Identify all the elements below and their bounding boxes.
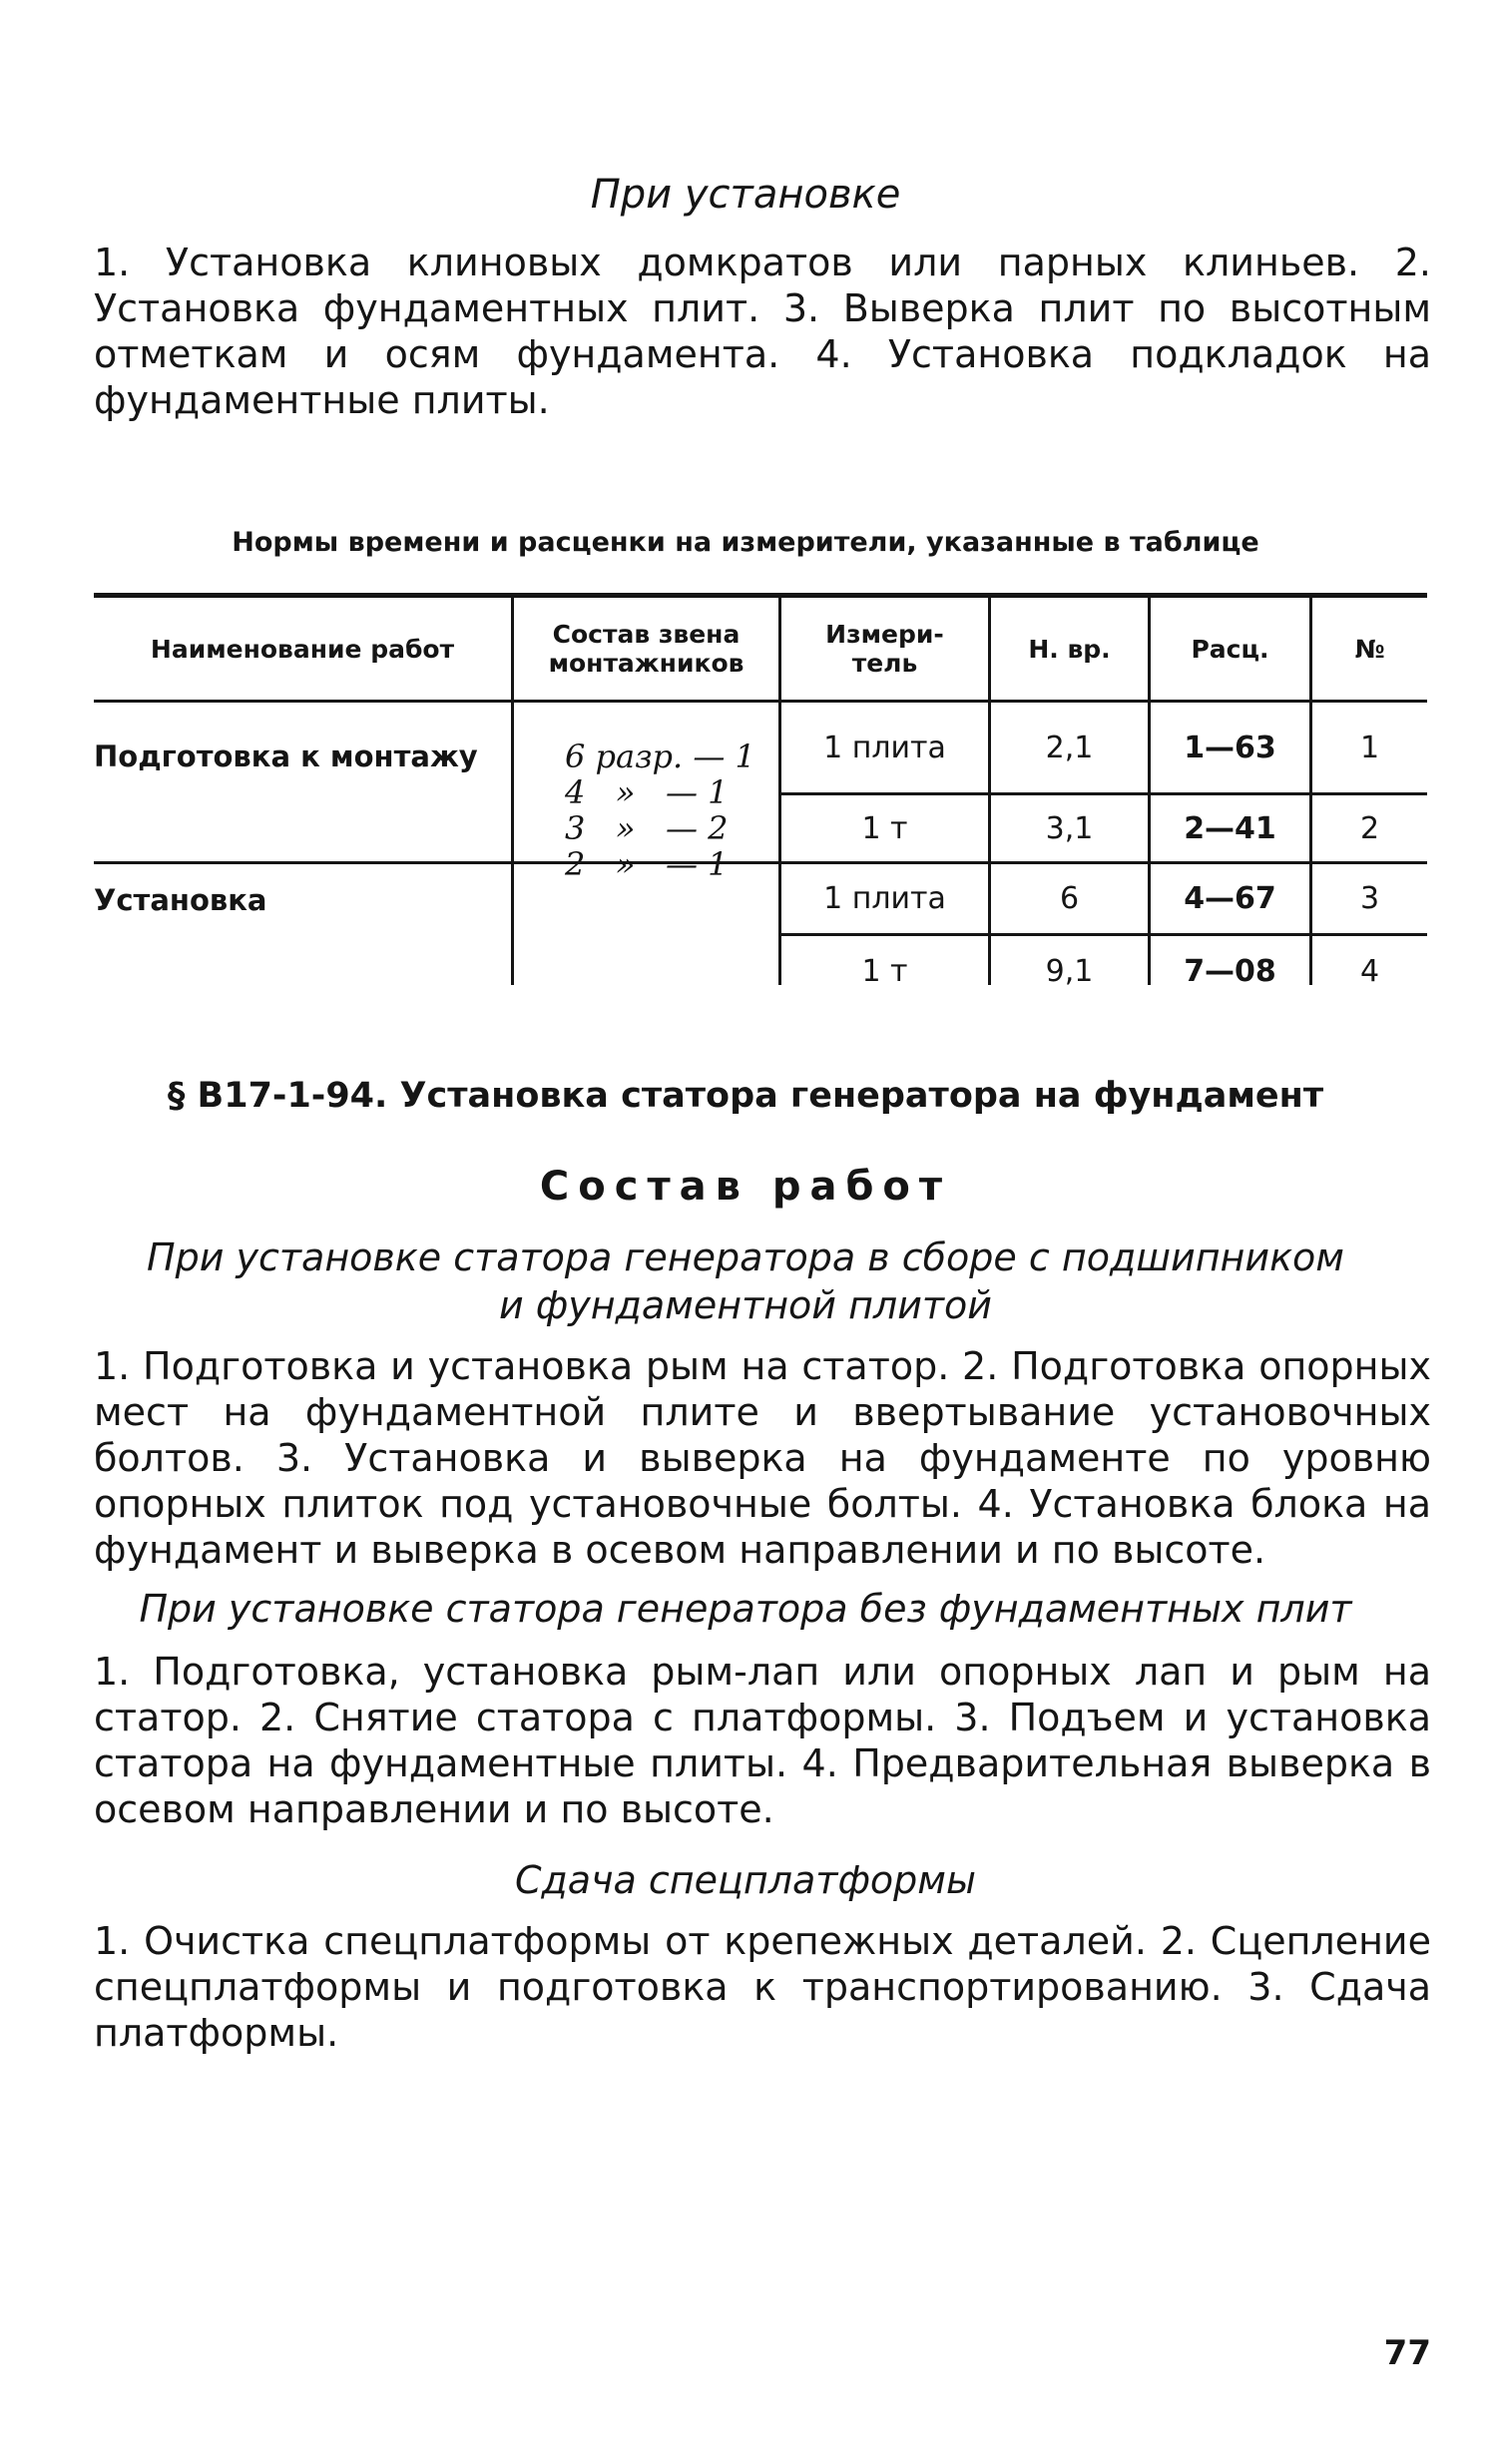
work-name: Подготовка к монтажу: [94, 739, 478, 773]
column-header-crew: [514, 598, 778, 700]
column-header-unit-line2: тель: [851, 649, 918, 678]
table-caption: Нормы времени и расценки на измерители, указанные в таблице: [232, 527, 1259, 558]
crew-line: 6 разр. — 1: [565, 738, 755, 775]
section-paragraph: 1. Установка клиновых домкратов или парных клиньев. 2. Установка фундаментных плит. 3. Выверка плит по высотным отметкам и осям фундамента. 4. Установка подкладок на фундаментные плиты.: [94, 241, 1431, 422]
cell-rate: 4—67: [1184, 881, 1276, 916]
cell-norm: 6: [1059, 881, 1080, 916]
cell-norm: 9,1: [1045, 953, 1094, 989]
cell-unit: 1 т: [861, 953, 908, 989]
column-header-crew-line2: монтажников: [548, 649, 745, 678]
cell-unit: 1 плита: [823, 730, 946, 765]
subsection-paragraph: 1. Подготовка и установка рым на статор. 2. Подготовка опорных мест на фундаментной плите и ввертывание установочных болтов. 3. Установка и выверка на фундаменте по уровню опорных плиток под установочные болты. 4. Установка блока на фундамент и выверка в осевом направлении и по высоте.: [94, 1344, 1431, 1572]
subsection-paragraph: 1. Подготовка, установка рым-лап или опорных лап и рым на статор. 2. Снятие статора с платформы. 3. Подъем и установка статора на фундаментные плиты. 4. Предварительная выверка в осевом направлении и по высоте.: [94, 1650, 1431, 1831]
work-name: Установка: [94, 883, 267, 917]
column-header-unit: [781, 598, 988, 700]
crew-line: 2 » — 1: [565, 845, 729, 883]
cell-norm: 3,1: [1045, 810, 1094, 846]
cell-number: 4: [1359, 953, 1380, 989]
cell-unit: 1 плита: [823, 881, 946, 916]
subsection-heading: При установке статора генератора в сборе с подшипником: [147, 1235, 1344, 1279]
crew-line: 3 » — 2: [565, 809, 729, 847]
section-subtitle: Состав работ: [539, 1164, 952, 1210]
subsection-heading: При установке статора генератора без фундаментных плит: [139, 1587, 1352, 1631]
cell-unit: 1 т: [861, 810, 908, 846]
cell-rate: 1—63: [1184, 730, 1276, 765]
column-header-unit-line1: Измери-: [825, 620, 944, 649]
column-header-work: Наименование работ: [150, 634, 455, 664]
subsection-paragraph: 1. Очистка спецплатформы от крепежных деталей. 2. Сцепление спецплатформы и подготовка к транспортированию. 3. Сдача платформы.: [94, 1919, 1431, 2055]
page-number: 77: [1383, 2333, 1431, 2373]
subsection-heading: Сдача спецплатформы: [515, 1858, 976, 1902]
column-header-rate: Расц.: [1191, 634, 1269, 664]
paragraph-title: § В17-1-94. Установка статора генератора на фундамент: [167, 1076, 1324, 1116]
cell-rate: 7—08: [1184, 953, 1276, 989]
column-header-number: №: [1354, 634, 1385, 664]
cell-number: 1: [1359, 730, 1380, 765]
column-header-crew-line1: Состав звена: [552, 620, 741, 649]
cell-number: 3: [1359, 881, 1380, 916]
column-header-norm: Н. вр.: [1028, 634, 1111, 664]
section-heading: При установке: [590, 172, 901, 218]
crew-composition: [565, 739, 755, 882]
subsection-heading-line2: и фундаментной плитой: [499, 1283, 992, 1327]
crew-line: 4 » — 1: [565, 773, 729, 811]
cell-norm: 2,1: [1045, 730, 1094, 765]
cell-number: 2: [1359, 810, 1380, 846]
cell-rate: 2—41: [1184, 810, 1276, 846]
